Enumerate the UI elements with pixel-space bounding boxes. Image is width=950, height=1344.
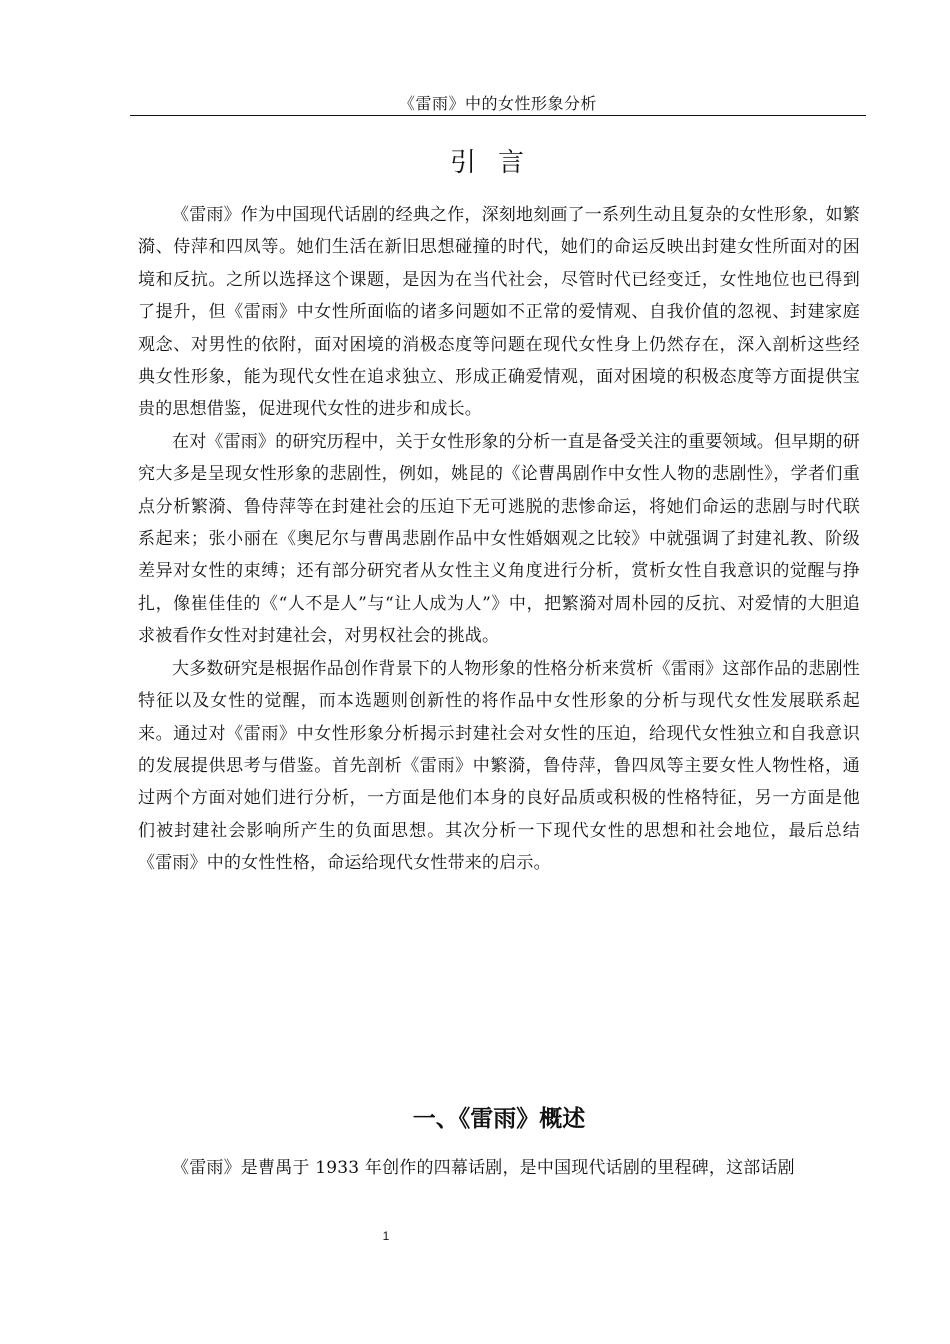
intro-paragraph-2: 在对《雷雨》的研究历程中，关于女性形象的分析一直是备受关注的重要领域。但早期的研究大多是呈现女性形象的悲剧性，例如，姚昆的《论曹禺剧作中女性人物的悲剧性》，学者们重点分析繁漪、鲁侍萍等在封建社会的压迫下无可逃脱的悲惨命运，将她们命运的悲剧与时代联系起来；张小丽在《奥尼尔与曹禺悲剧作品中女性婚姻观之比较》中就强调了封建礼教、阶级差异对女性的束缚；还有部分研究者从女性主义角度进行分析，赏析女性自我意识的觉醒与挣扎，像崔佳佳的《“人不是人”与“让人成为人”》中，把繁漪对周朴园的反抗、对爱情的大胆追求被看作女性对封建社会，对男权社会的挑战。 bbox=[138, 431, 860, 647]
chapter-1-body bbox=[138, 1152, 860, 1184]
intro-paragraph-1: 《雷雨》作为中国现代话剧的经典之作，深刻地刻画了一系列生动且复杂的女性形象，如繁漪、侍萍和四凤等。她们生活在新旧思想碰撞的时代，她们的命运反映出封建女性所面对的困境和反抗。之所以选择这个课题，是因为在当代社会，尽管时代已经变迁，女性地位也已得到了提升，但《雷雨》中女性所面临的诸多问题如不正常的爱情观、自我价值的忽视、封建家庭观念、对男性的依附，面对困境的消极态度等问题在现代女性身上仍然存在，深入剖析这些经典女性形象，能为现代女性在追求独立、形成正确爱情观，面对困境的积极态度等方面提供宝贵的思想借鉴，促进现代女性的进步和成长。 bbox=[138, 205, 860, 420]
running-header-title: 《雷雨》中的女性形象分析 bbox=[398, 94, 597, 113]
intro-body bbox=[138, 199, 860, 880]
header-divider bbox=[130, 115, 866, 116]
page-number: 1 bbox=[382, 1229, 390, 1243]
intro-section-title: 引言 bbox=[449, 148, 546, 178]
intro-paragraph-3: 大多数研究是根据作品创作背景下的人物形象的性格分析来赏析《雷雨》这部作品的悲剧性特征以及女性的觉醒，而本选题则创新性的将作品中女性形象的分析与现代女性发展联系起来。通过对《雷雨》中女性形象分析揭示封建社会对女性的压迫，给现代女性独立和自我意识的发展提供思考与借鉴。首先剖析《雷雨》中繁漪，鲁侍萍，鲁四凤等主要女性人物性格，通过两个方面对她们进行分析，一方面是他们本身的良好品质或积极的性格特征，另一方面是他们被封建社会影响所产生的负面思想。其次分析一下现代女性的思想和社会地位，最后总结《雷雨》中的女性性格，命运给现代女性带来的启示。 bbox=[138, 658, 860, 874]
chapter-1-paragraph-1: 《雷雨》是曹禺于 1933 年创作的四幕话剧，是中国现代话剧的里程碑，这部话剧 bbox=[172, 1158, 795, 1178]
chapter-1-heading: 一、《雷雨》概述 bbox=[412, 1106, 586, 1132]
